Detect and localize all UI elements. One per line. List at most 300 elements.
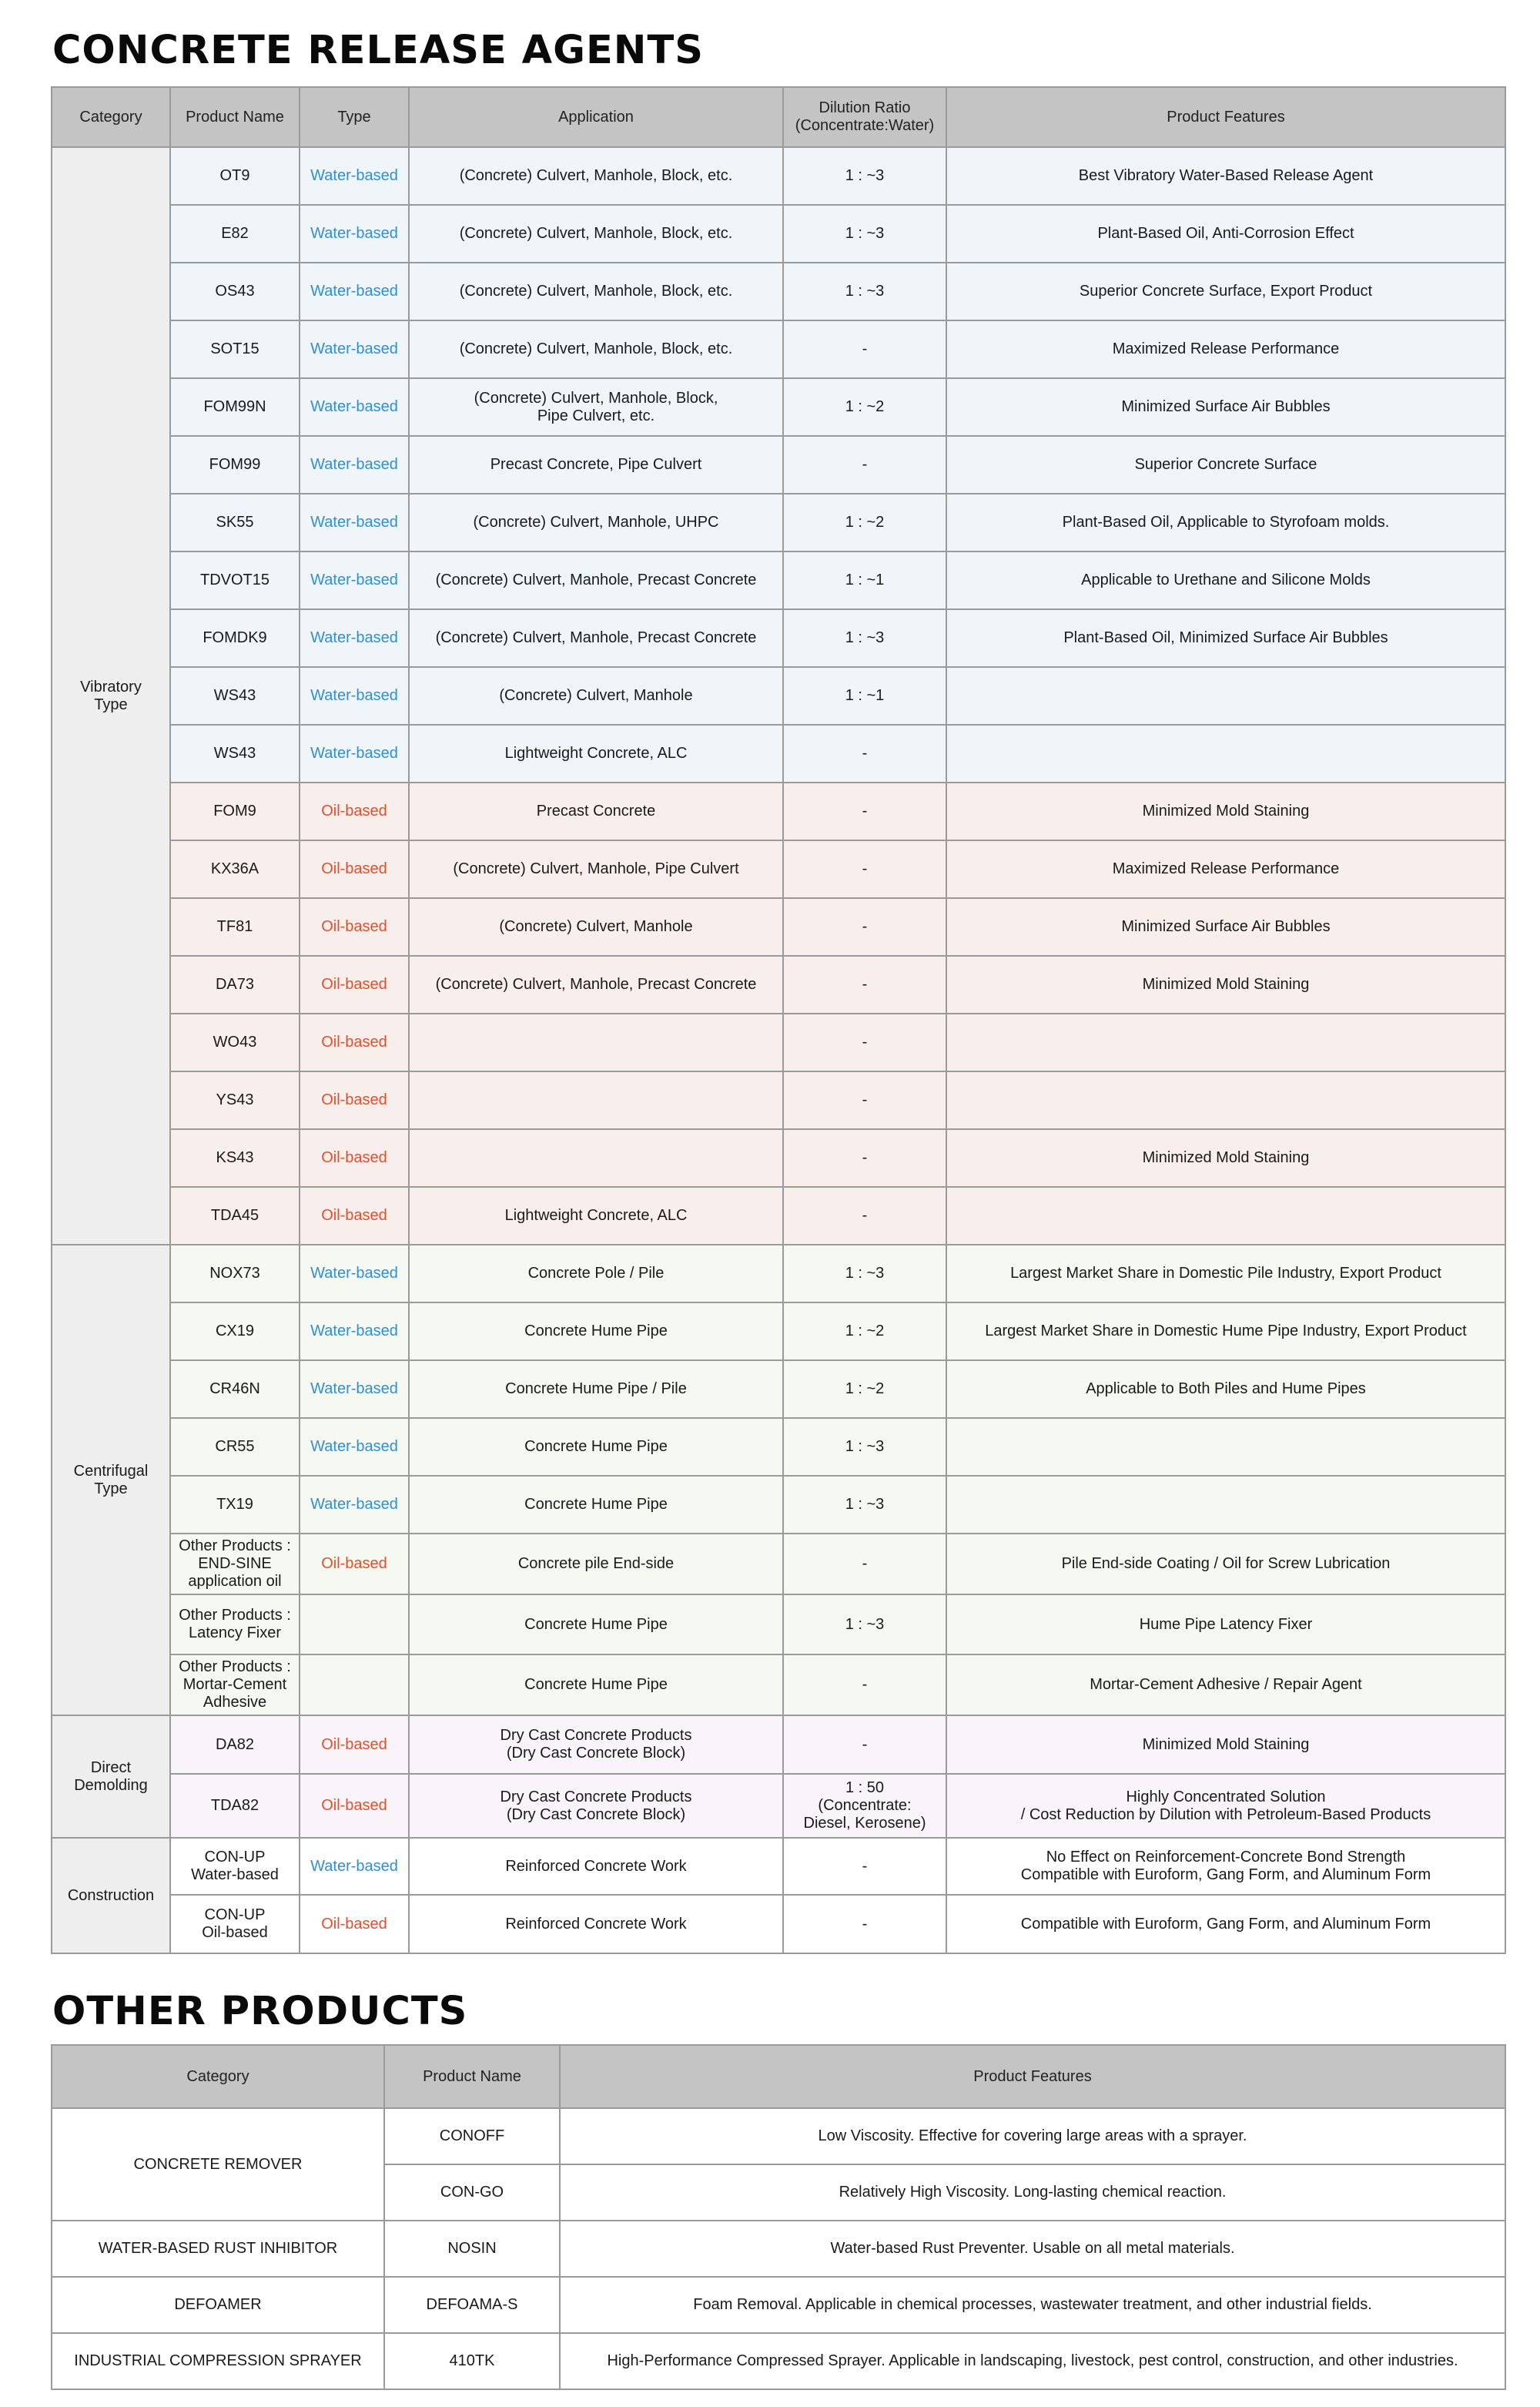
application-cell [409,1895,783,1953]
table-row [52,1594,1505,1654]
product-name-cell [170,1654,300,1715]
product-features-cell [946,609,1505,667]
type-label: Water-based [310,283,398,300]
dilution-ratio-cell [783,1187,946,1245]
application-cell [409,609,783,667]
table-row [52,1895,1505,1953]
product-name-cell [170,1534,300,1594]
application-cell-text: Concrete Hume Pipe [524,1615,668,1633]
type-label: Oil-based [321,918,387,935]
application-cell [409,1774,783,1838]
product-features-cell-text: Minimized Mold Staining [1142,1149,1310,1166]
dilution-ratio-cell-text: 1 : ~3 [845,167,885,184]
product-name-cell [170,551,300,609]
type-label: Oil-based [321,976,387,993]
type-label: Water-based [310,1438,398,1455]
type-label: Water-based [310,1265,398,1282]
product-name-cell [170,1715,300,1774]
table-row [52,956,1505,1014]
dilution-ratio-cell-text: - [862,860,868,877]
dilution-ratio-cell [783,1838,946,1895]
product-features-cell [946,1245,1505,1302]
type-cell [300,1302,409,1360]
type-cell [300,1360,409,1418]
application-cell [409,1187,783,1245]
dilution-ratio-cell [783,609,946,667]
type-label: Oil-based [321,1915,387,1933]
product-name-cell-text: TDA82 [210,1797,259,1814]
type-label: Water-based [310,1496,398,1513]
dilution-ratio-cell-text: - [862,340,868,357]
product-name-cell-text: E82 [221,225,249,242]
product-features-cell [946,1774,1505,1838]
product-name-cell-text: Other Products : [179,1658,291,1675]
application-cell-text: (Concrete) Culvert, Manhole, Block, etc. [459,167,733,184]
dilution-ratio-cell-text: - [862,1676,868,1693]
product-features-cell: Relatively High Viscosity. Long-lasting chemical reaction. [560,2164,1505,2221]
type-label: Water-based [310,167,398,184]
application-cell [409,320,783,378]
table-row [52,1838,1505,1895]
dilution-ratio-cell-text: 1 : ~3 [845,629,885,646]
application-cell [409,1014,783,1071]
application-cell [409,147,783,205]
application-cell-text: Concrete pile End-side [517,1555,675,1572]
type-cell [300,783,409,840]
dilution-ratio-cell-text: - [862,745,868,762]
application-cell-text: Dry Cast Concrete Products [500,1727,692,1744]
product-features-cell [946,1534,1505,1594]
dilution-ratio-cell-text: 1 : ~3 [845,225,885,242]
type-label: Water-based [310,340,398,357]
type-cell [300,205,409,263]
product-features-cell [946,1014,1505,1071]
header-type: Type [300,87,409,147]
table-row [52,2277,1505,2333]
other-products-table [51,2044,1506,2390]
product-features-cell-text: Minimized Mold Staining [1142,976,1310,993]
product-name-cell: CON-GO [384,2164,560,2221]
product-features-cell [946,436,1505,494]
type-label: Water-based [310,514,398,531]
product-name-cell [170,1476,300,1534]
category-cell: WATER-BASED RUST INHIBITOR [52,2221,384,2277]
dilution-ratio-cell-text: - [862,1207,868,1224]
dilution-ratio-cell [783,1476,946,1534]
application-cell [409,494,783,551]
product-features-cell [946,1418,1505,1476]
application-cell [409,1838,783,1895]
category-cell-vibratory [52,147,170,1245]
application-cell-text: (Concrete) Culvert, Manhole, Precast Concrete [435,572,757,588]
product-features-cell [946,725,1505,783]
type-cell [300,1838,409,1895]
product-name-cell-text: CR55 [215,1438,255,1455]
product-features-cell [946,667,1505,725]
product-features-cell-text: Superior Concrete Surface [1134,456,1317,473]
dilution-ratio-cell-text: 1 : ~2 [845,398,885,415]
product-name-cell-text: NOX73 [209,1265,260,1282]
table-row [52,1774,1505,1838]
dilution-ratio-cell [783,205,946,263]
product-name-cell-text: FOM99N [203,398,266,415]
product-name-cell [170,956,300,1014]
product-features-cell [946,378,1505,436]
product-name-cell-text: WS43 [213,687,256,704]
header-product-name: Product Name [170,87,300,147]
product-features-cell: Low Viscosity. Effective for covering large areas with a sprayer. [560,2108,1505,2164]
application-cell-text: (Concrete) Culvert, Manhole, Block, etc. [459,283,733,300]
product-name-cell-text: FOM99 [209,456,261,473]
product-features-cell [946,1895,1505,1953]
type-label: Water-based [310,745,398,762]
product-name-cell-text: KS43 [216,1149,254,1166]
type-label: Water-based [310,225,398,242]
product-name-cell-text: CON-UP [204,1906,266,1923]
product-name-cell-text: TX19 [216,1496,253,1513]
product-name-cell-text: Oil-based [202,1924,268,1941]
category-cell-centrifugal [52,1245,170,1715]
table-row [52,1476,1505,1534]
header-category: Category [52,87,170,147]
product-features-cell-text: Applicable to Urethane and Silicone Molds [1081,572,1371,588]
application-cell-text: Concrete Hume Pipe [524,1496,668,1513]
product-features-cell-text: Highly Concentrated Solution [1126,1788,1326,1805]
header-category: Category [52,2045,384,2108]
application-cell-text: (Concrete) Culvert, Manhole, UHPC [473,514,719,531]
type-label: Oil-based [321,1797,387,1814]
header-product-features: Product Features [560,2045,1505,2108]
application-cell [409,840,783,898]
product-features-cell [946,205,1505,263]
product-name-cell-text: OT9 [219,167,250,184]
application-cell-text: (Concrete) Culvert, Manhole, Pipe Culvert [453,860,739,877]
release-agents-table [51,86,1506,1954]
header-product-features: Product Features [946,87,1505,147]
product-name-cell-text: YS43 [216,1091,254,1108]
product-features-cell [946,1302,1505,1360]
application-cell [409,1476,783,1534]
application-cell-text: (Concrete) Culvert, Manhole [499,687,693,704]
product-name-cell-text: DA82 [215,1735,255,1753]
application-cell [409,1418,783,1476]
product-features-cell [946,1476,1505,1534]
application-cell-text: (Dry Cast Concrete Block) [506,1805,686,1823]
table-row [52,320,1505,378]
table-row [52,783,1505,840]
product-features-cell-text: Hume Pipe Latency Fixer [1139,1615,1313,1633]
type-cell [300,1774,409,1838]
table-header-row [52,87,1505,147]
product-name-cell: CONOFF [384,2108,560,2164]
application-cell [409,898,783,956]
type-label: Water-based [310,629,398,646]
product-features-cell-text: Minimized Surface Air Bubbles [1121,918,1331,935]
dilution-ratio-cell [783,1418,946,1476]
dilution-ratio-cell-text: 1 : ~2 [845,514,885,531]
type-label: Water-based [310,398,398,415]
type-cell [300,1476,409,1534]
product-features-cell-text: Minimized Surface Air Bubbles [1121,398,1331,415]
table-row [52,1245,1505,1302]
application-cell [409,667,783,725]
dilution-ratio-cell-text: 1 : ~3 [845,283,885,300]
application-cell-text: Lightweight Concrete, ALC [504,1207,688,1224]
application-cell-text: (Concrete) Culvert, Manhole, Block, [474,389,718,407]
application-cell [409,378,783,436]
table-row [52,263,1505,320]
category-cell-vibratory-text: Vibratory [80,678,142,696]
dilution-ratio-cell [783,1071,946,1129]
application-cell-text: (Concrete) Culvert, Manhole, Block, etc. [459,340,733,357]
product-features-cell [946,1838,1505,1895]
type-cell [300,1187,409,1245]
product-name-cell [170,840,300,898]
product-name-cell [170,1187,300,1245]
table-row [52,378,1505,436]
table-row [52,2333,1505,2389]
application-cell [409,956,783,1014]
type-cell [300,840,409,898]
product-features-cell: Water-based Rust Preventer. Usable on all metal materials. [560,2221,1505,2277]
type-cell [300,956,409,1014]
product-name-cell-text: Mortar-Cement [182,1676,287,1693]
product-name-cell [170,320,300,378]
product-features-cell-text: Pile End-side Coating / Oil for Screw Lubrication [1061,1555,1391,1572]
category-cell-direct-text: Direct [90,1758,132,1776]
product-features-cell-text: Minimized Mold Staining [1142,803,1310,820]
dilution-ratio-cell [783,263,946,320]
application-cell-text: Lightweight Concrete, ALC [504,745,688,762]
product-name-cell [170,783,300,840]
product-features-cell-text: Superior Concrete Surface, Export Product [1079,283,1373,300]
product-features-cell-text: No Effect on Reinforcement-Concrete Bond Strength [1046,1849,1406,1866]
product-features-cell [946,551,1505,609]
type-label: Oil-based [321,1207,387,1224]
table-row [52,898,1505,956]
category-cell-construction-text: Construction [67,1886,155,1904]
application-cell [409,263,783,320]
category-cell: INDUSTRIAL COMPRESSION SPRAYER [52,2333,384,2389]
dilution-ratio-cell [783,1534,946,1594]
application-cell-text: Concrete Hume Pipe [524,1323,668,1339]
category-cell-centrifugal-text: Centrifugal [73,1462,149,1480]
product-name-cell-text: Adhesive [203,1694,267,1711]
category-cell-direct [52,1715,170,1838]
category-cell-direct-text: Demolding [74,1776,148,1794]
product-name-cell [170,667,300,725]
dilution-ratio-cell-text: (Concentrate: [818,1797,912,1814]
dilution-ratio-cell-text: 1 : ~2 [845,1323,885,1339]
table-row [52,1071,1505,1129]
table-row [52,725,1505,783]
product-name-cell-text: Other Products : [179,1607,291,1624]
dilution-ratio-cell-text: - [862,976,868,993]
type-cell [300,898,409,956]
category-cell-centrifugal-text: Type [94,1480,128,1497]
type-cell [300,320,409,378]
product-name-cell [170,1129,300,1187]
type-cell [300,667,409,725]
table-row [52,1715,1505,1774]
table-row [52,205,1505,263]
table-row [52,1654,1505,1715]
product-name-cell-text: FOM9 [213,803,256,820]
type-cell [300,263,409,320]
type-cell [300,1654,409,1715]
product-features-cell-text: Maximized Release Performance [1112,860,1340,877]
dilution-ratio-cell-text: - [862,1735,868,1753]
application-cell-text: Pipe Culvert, etc. [537,407,655,424]
product-features-cell [946,263,1505,320]
application-cell [409,1302,783,1360]
application-cell-text: (Concrete) Culvert, Manhole [499,918,693,935]
type-cell [300,1071,409,1129]
dilution-ratio-cell [783,783,946,840]
product-name-cell [170,1071,300,1129]
product-name-cell [170,725,300,783]
type-cell [300,1534,409,1594]
product-name-cell-text: Water-based [191,1866,279,1883]
product-name-cell-text: CX19 [215,1323,255,1339]
type-cell [300,1715,409,1774]
application-cell [409,1594,783,1654]
product-name-cell [170,263,300,320]
dilution-ratio-cell-text: - [862,1915,868,1933]
product-features-cell-text: Largest Market Share in Domestic Pile Industry, Export Product [1010,1265,1441,1282]
type-label: Oil-based [321,1149,387,1166]
product-name-cell [170,147,300,205]
dilution-ratio-cell [783,320,946,378]
dilution-ratio-cell-text: - [862,456,868,473]
product-name-cell [170,205,300,263]
application-cell [409,436,783,494]
application-cell [409,1360,783,1418]
application-cell-text: Concrete Hume Pipe / Pile [505,1380,687,1397]
product-name-cell-text: SK55 [216,514,254,531]
type-cell [300,551,409,609]
application-cell-text: Precast Concrete, Pipe Culvert [490,456,702,473]
product-name-cell [170,1838,300,1895]
type-cell [300,1245,409,1302]
type-cell [300,1594,409,1654]
dilution-ratio-cell-text: - [862,1034,868,1051]
application-cell [409,1715,783,1774]
product-name-cell: 410TK [384,2333,560,2389]
type-label: Water-based [310,1857,398,1875]
type-label: Oil-based [321,1091,387,1108]
dilution-ratio-cell-text: 1 : ~1 [845,572,885,588]
table-row [52,2108,1505,2164]
product-features-cell-text: Mortar-Cement Adhesive / Repair Agent [1090,1676,1362,1693]
dilution-ratio-cell [783,1245,946,1302]
category-cell-vibratory-text: Type [94,696,128,713]
product-name-cell: NOSIN [384,2221,560,2277]
type-cell [300,609,409,667]
dilution-ratio-cell [783,1594,946,1654]
product-name-cell-text: KX36A [210,860,259,877]
product-name-cell [170,1302,300,1360]
dilution-ratio-cell [783,436,946,494]
product-features-cell [946,320,1505,378]
dilution-ratio-cell-text: - [862,803,868,820]
dilution-ratio-cell-text: - [862,1857,868,1875]
product-features-cell [946,898,1505,956]
dilution-ratio-cell-text: - [862,918,868,935]
application-cell-text: Concrete Hume Pipe [524,1676,668,1693]
application-cell [409,205,783,263]
dilution-ratio-cell [783,840,946,898]
table-row [52,147,1505,205]
product-features-cell [946,1715,1505,1774]
product-features-cell-text: Best Vibratory Water-Based Release Agent [1078,167,1374,184]
product-name-cell-text: WO43 [213,1034,257,1051]
dilution-ratio-cell [783,1360,946,1418]
product-features-cell-text: Minimized Mold Staining [1142,1735,1310,1753]
header-dilution-ratio: Dilution Ratio (Concentrate:Water) [783,87,946,147]
application-cell-text: Precast Concrete [536,803,656,820]
product-name-cell-text: OS43 [215,283,255,300]
table-row [52,494,1505,551]
product-name-cell [170,1014,300,1071]
type-label: Oil-based [321,1735,387,1753]
product-features-cell [946,1187,1505,1245]
product-name-cell-text: END-SINE [198,1555,272,1572]
category-cell: DEFOAMER [52,2277,384,2333]
table-row [52,1129,1505,1187]
application-cell-text: Reinforced Concrete Work [505,1857,687,1875]
dilution-ratio-cell-text: 1 : ~3 [845,1438,885,1455]
product-name-cell-text: CON-UP [204,1849,266,1866]
dilution-ratio-cell [783,667,946,725]
product-features-cell [946,147,1505,205]
type-cell [300,436,409,494]
dilution-ratio-cell [783,956,946,1014]
product-name-cell [170,898,300,956]
product-features-cell-text: Applicable to Both Piles and Hume Pipes [1086,1380,1366,1397]
dilution-ratio-cell [783,1302,946,1360]
product-features-cell-text: Plant-Based Oil, Applicable to Styrofoam molds. [1062,514,1390,531]
product-features-cell-text: Plant-Based Oil, Anti-Corrosion Effect [1097,225,1354,242]
dilution-ratio-cell-text: 1 : ~3 [845,1615,885,1633]
product-name-cell-text: Other Products : [179,1537,291,1554]
product-features-cell-text: Compatible with Euroform, Gang Form, and Aluminum Form [1020,1915,1431,1933]
product-name-cell [170,378,300,436]
dilution-ratio-cell [783,494,946,551]
table-row [52,1534,1505,1594]
product-name-cell [170,1895,300,1953]
product-name-cell-text: FOMDK9 [203,629,267,646]
type-label: Water-based [310,687,398,704]
dilution-ratio-cell [783,1774,946,1838]
product-name-cell [170,1774,300,1838]
application-cell-text: (Concrete) Culvert, Manhole, Precast Concrete [435,629,757,646]
dilution-ratio-cell [783,1654,946,1715]
table-row [52,1360,1505,1418]
product-name-cell-text: TDA45 [210,1207,259,1224]
table-row [52,1302,1505,1360]
dilution-ratio-cell-text: Diesel, Kerosene) [803,1815,926,1832]
product-name-cell-text: DA73 [215,976,255,993]
product-name-cell-text: CR46N [209,1380,260,1397]
dilution-ratio-cell [783,551,946,609]
dilution-ratio-cell-text: 1 : ~1 [845,687,885,704]
application-cell-text: Reinforced Concrete Work [505,1915,687,1933]
category-cell-construction [52,1838,170,1953]
type-label: Oil-based [321,860,387,877]
application-cell [409,1071,783,1129]
product-features-cell [946,1129,1505,1187]
